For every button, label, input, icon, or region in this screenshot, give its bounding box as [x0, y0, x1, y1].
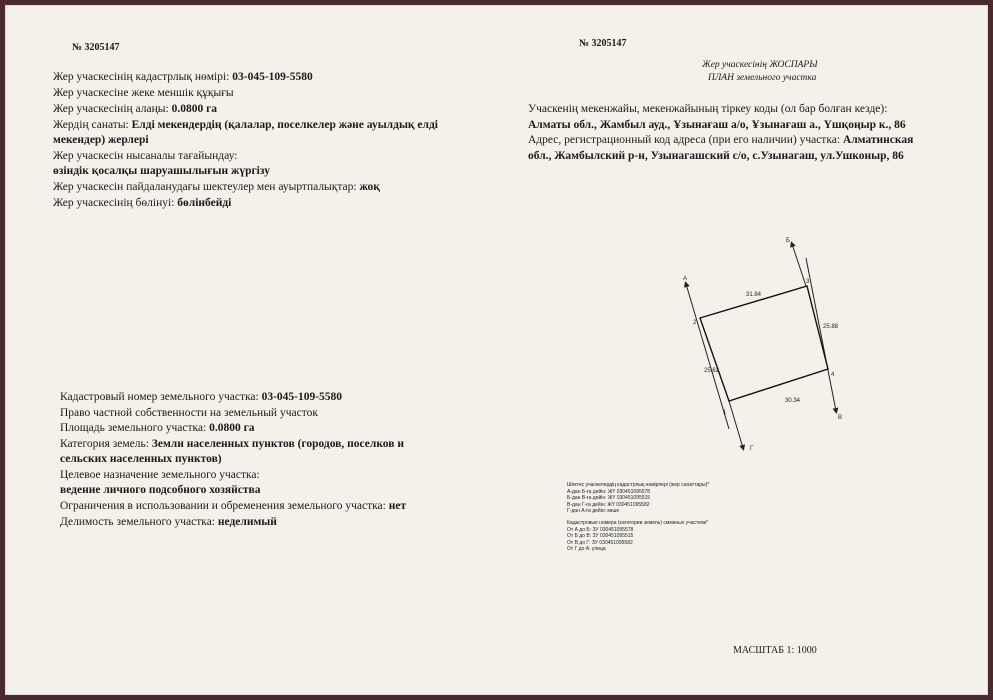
- plan-title-ru: ПЛАН земельного участка: [708, 73, 817, 83]
- ru-category-label: Категория земель:: [60, 438, 152, 450]
- letter-a: А: [683, 276, 688, 282]
- point-2: 2: [693, 320, 697, 326]
- kz-restrictions-label: Жер учаскесін пайдаланудағы шектеулер мен ауыртпалықтар:: [53, 181, 360, 193]
- neighbors-kz-item: Б-дан В-ға дейін: ЖҮ 030451095515: [567, 495, 651, 501]
- ru-purpose-label: Целевое назначение земельного участка:: [60, 469, 260, 481]
- kz-area-label: Жер учаскесінің алаңы:: [53, 103, 172, 115]
- kz-area-line: [53, 102, 217, 117]
- plan-address-ru-value-2: обл., Жамбылский р-н, Узынагашский с/о, с.Узынагаш, ул.Ушконыр, 86: [528, 150, 904, 162]
- line-to-g: [729, 401, 743, 448]
- kz-right-type: Жер учаскесіне жеке меншік құқығы: [53, 87, 234, 99]
- document-sheet: [6, 6, 987, 694]
- ru-divisibility-value: неделимый: [217, 516, 277, 528]
- kz-purpose-label: Жер учаскесін нысаналы тағайындау:: [53, 150, 238, 162]
- neighbors-ru: [567, 520, 708, 553]
- letter-v: В: [838, 415, 843, 421]
- kz-category-label: Жердің санаты:: [53, 119, 132, 131]
- neighbors-kz: [567, 482, 709, 515]
- kz-area-value: 0.0800 га: [171, 103, 218, 115]
- kz-divisibility-line: [53, 196, 231, 211]
- ru-divisibility-label: Делимость земельного участка:: [60, 516, 218, 528]
- plan-address-kz-value: Алматы обл., Жамбыл ауд., Ұзынағаш а/о, Ұзынағаш а., Үшқоңыр к., 86: [528, 119, 906, 131]
- line-g-a: [686, 284, 729, 429]
- ru-divisibility-line: [60, 515, 277, 530]
- dim-left: 25.62: [704, 368, 720, 374]
- kz-divisibility-value: бөлінбейді: [177, 197, 232, 209]
- ru-restrictions-value: нет: [388, 500, 407, 512]
- kz-category-value-2: мекендер) жерлері: [53, 134, 149, 146]
- line-to-b: [792, 244, 806, 286]
- line-b-v: [806, 258, 836, 411]
- plan-title-kz: Жер учаскесінің ЖОСПАРЫ: [702, 60, 818, 70]
- neighbors-kz-item: Г-дан А-ға дейін: көше: [567, 508, 620, 514]
- doc-number-left: № 3205147: [72, 42, 120, 53]
- neighbors-ru-item: От Б до В: ЗУ 030451095515: [567, 533, 634, 539]
- kz-category-line: [53, 118, 438, 133]
- ru-category-line: [60, 437, 404, 452]
- ru-restrictions-label: Ограничения в использовании и обременения земельного участка:: [60, 500, 389, 512]
- point-4: 4: [831, 372, 835, 378]
- plan-address-ru-value-1: Алматинская: [842, 134, 914, 146]
- ru-category-value-2: сельских населенных пунктов): [60, 453, 222, 465]
- point-1: 1: [723, 410, 727, 416]
- ru-area-value: 0.0800 га: [209, 422, 255, 434]
- ru-purpose-value: ведение личного подсобного хозяйства: [60, 484, 261, 496]
- kz-cadastral-line: [53, 70, 313, 85]
- plan-address-kz-label: Учаскенің мекенжайы, мекенжайының тіркеу коды (ол бар болған кезде):: [528, 103, 888, 115]
- kz-purpose-value: өзіндік қосалқы шаруашылығын жүргізу: [53, 165, 271, 177]
- ru-cadastral-value: 03-045-109-5580: [261, 391, 343, 403]
- dim-top: 31.84: [746, 292, 762, 298]
- ru-cadastral-line: [60, 390, 342, 405]
- parcel-plan-diagram: [666, 226, 866, 456]
- plan-address-ru-line: [528, 133, 913, 148]
- ru-category-value-1: Земли населенных пунктов (городов, поселков и: [151, 438, 404, 450]
- kz-cadastral-value: 03-045-109-5580: [232, 71, 313, 83]
- ru-right-type: Право частной собственности на земельный участок: [60, 407, 318, 419]
- plan-address-ru-label: Адрес, регистрационный код адреса (при его наличии) участка:: [528, 134, 843, 146]
- neighbors-ru-item: От А до Б: ЗУ 030451095578: [567, 526, 634, 533]
- point-3: 3: [806, 279, 810, 285]
- neighbors-kz-item: Шектес учаскелердің кадастрлық нөмірлері (жер санаттары)*: [567, 482, 710, 488]
- ru-restrictions-line: [60, 499, 406, 514]
- letter-g: Г: [750, 446, 754, 452]
- ru-area-label: Площадь земельного участка:: [60, 422, 210, 434]
- kz-divisibility-label: Жер учаскесінің бөлінуі:: [53, 197, 178, 209]
- kz-cadastral-label: Жер учаскесінің кадастрлық нөмірі:: [53, 71, 233, 83]
- dim-right: 25.88: [823, 324, 839, 330]
- neighbors-ru-item: Кадастровые номера (категории земель) смежных участков*: [567, 520, 708, 526]
- letter-b: Б: [786, 238, 790, 244]
- neighbors-kz-item: В-дан Г-ға дейін: ЖҮ 030451095582: [567, 501, 650, 508]
- ru-area-line: [60, 421, 255, 436]
- neighbors-kz-item: А-дан Б-ға дейін: ЖҮ 030451095578: [567, 488, 651, 495]
- dim-bottom: 30.34: [785, 398, 801, 404]
- kz-category-value-1: Елді мекендердің (қалалар, поселкелер және ауылдық елді: [131, 119, 439, 131]
- parcel-outline: [700, 286, 828, 401]
- ru-cadastral-label: Кадастровый номер земельного участка:: [60, 391, 262, 403]
- doc-number-right: № 3205147: [579, 38, 627, 49]
- plan-scale: МАСШТАБ 1: 1000: [733, 645, 817, 656]
- kz-restrictions-line: [53, 180, 380, 195]
- kz-restrictions-value: жоқ: [359, 181, 380, 193]
- neighbors-ru-item: От В до Г: ЗУ 030451095582: [567, 539, 633, 546]
- neighbors-ru-item: От Г до А: улица: [567, 546, 606, 552]
